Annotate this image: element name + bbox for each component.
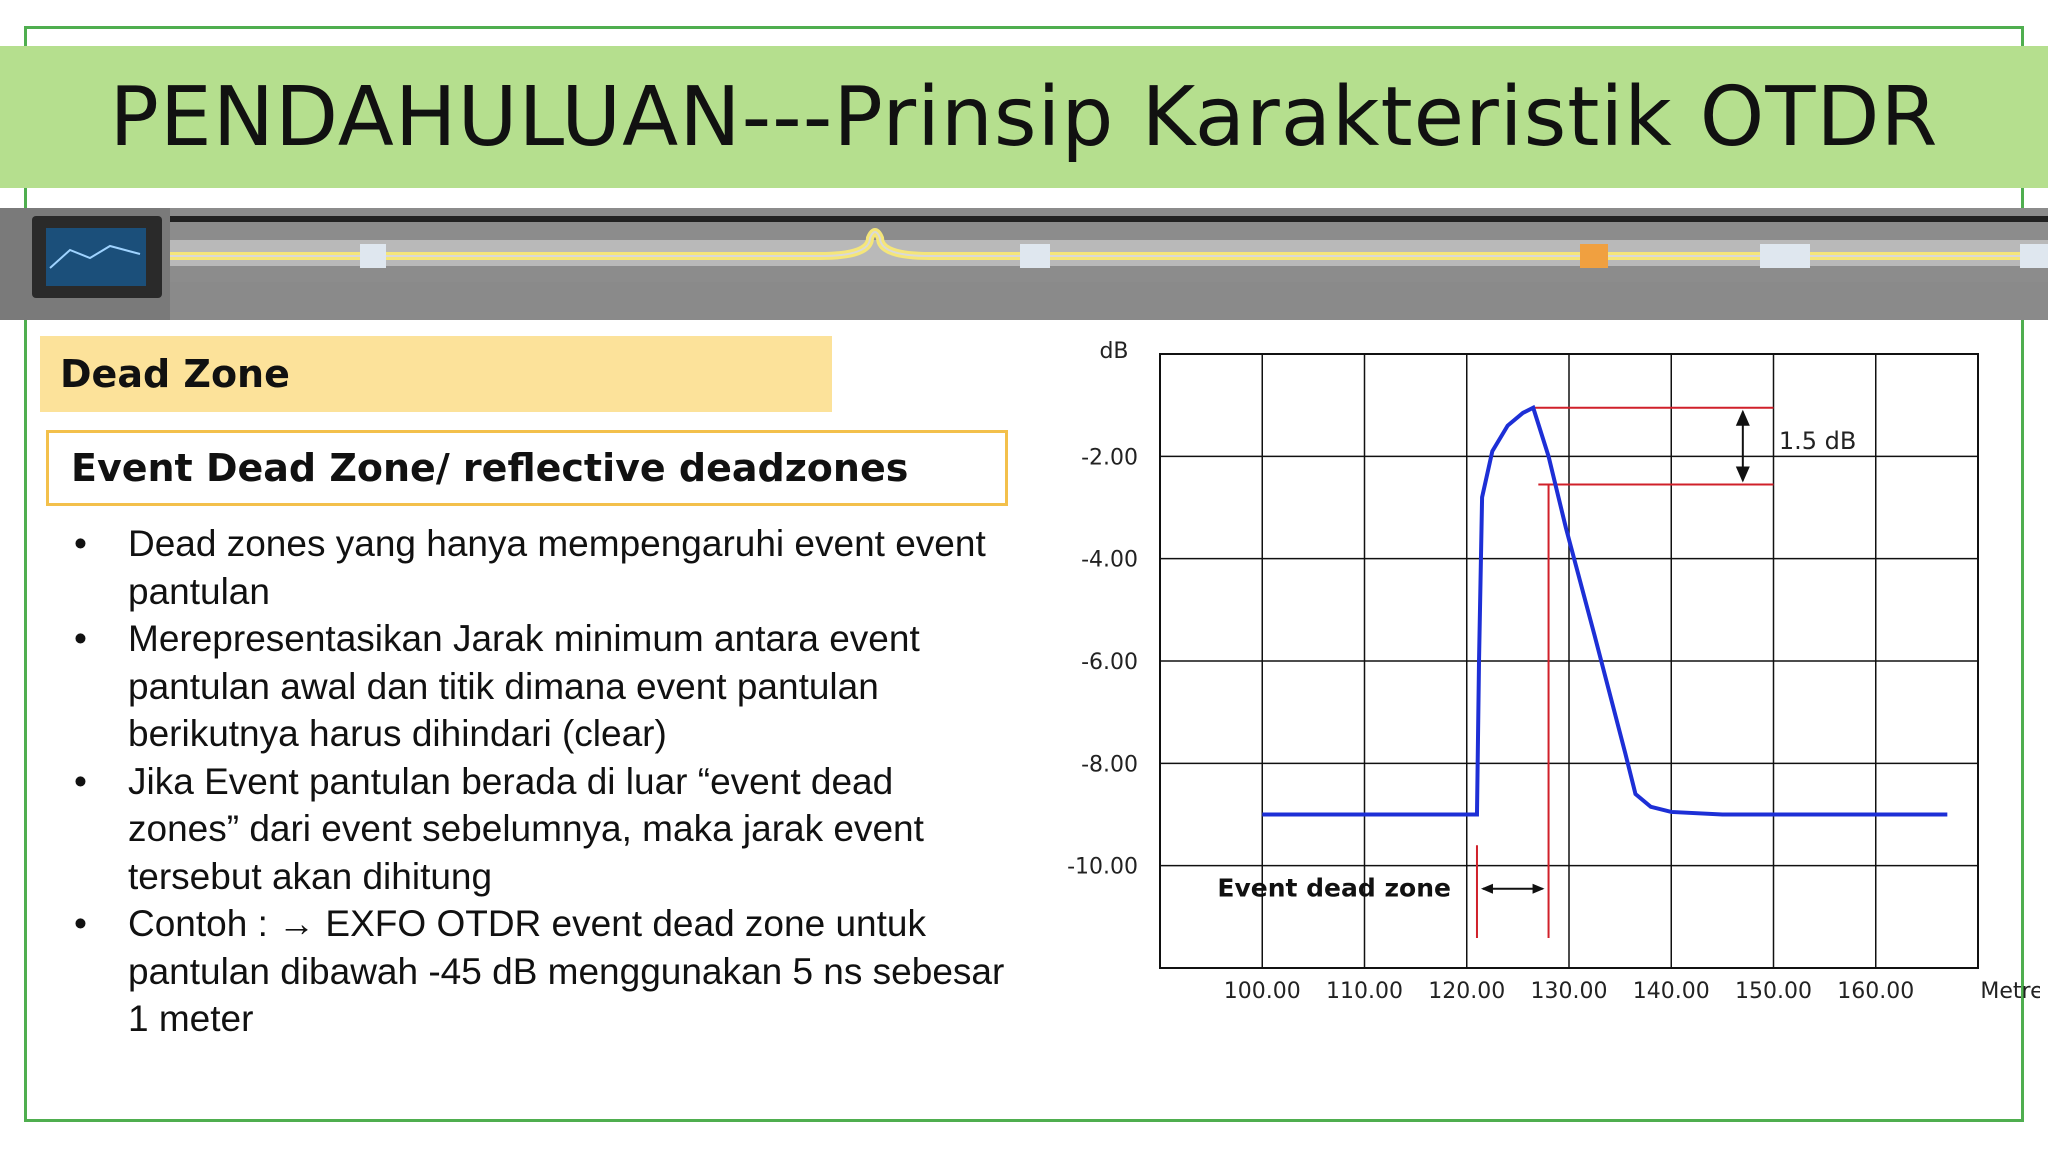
x-axis-label: Metre [1980, 979, 2040, 1004]
bullet-dot-icon: • [74, 903, 87, 944]
dead-zone-label: Event dead zone [1217, 873, 1451, 903]
otdr-trace-banner [0, 208, 2048, 320]
x-tick-label: 150.00 [1735, 979, 1812, 1004]
chart-svg [1040, 328, 2040, 1028]
connector-icon [360, 244, 386, 268]
x-tick-label: 100.00 [1223, 979, 1301, 1004]
slide-title: PENDAHULUAN---Prinsip Karakteristik OTDR [109, 69, 1939, 165]
y-tick-label: -2.00 [1081, 445, 1138, 471]
y-tick-label: -6.00 [1081, 650, 1138, 675]
x-tick-label: 160.00 [1837, 979, 1915, 1004]
connector-icon [1020, 244, 1050, 268]
x-tick-label: 130.00 [1530, 979, 1608, 1004]
otdr-trace-illustration [0, 208, 2048, 320]
bullet-dot-icon: • [74, 760, 87, 802]
bullet-dot-icon: • [74, 618, 87, 659]
x-tick-label: 110.00 [1326, 979, 1403, 1004]
y-axis-label: dB [1099, 339, 1129, 364]
bullet-item [72, 758, 1012, 901]
y-tick-label: -10.00 [1067, 854, 1138, 880]
x-tick-label: 120.00 [1428, 979, 1506, 1004]
section-title: Dead Zone [60, 352, 290, 396]
x-tick-label: 140.00 [1632, 979, 1710, 1004]
dead-zone-chart [1040, 328, 2040, 1028]
bullet-text: Merepresentasikan Jarak minimum antara event pantulan awal dan titik dimana event pantulan berikutnya harus dihindari (clear) [128, 618, 920, 754]
y-tick-label: -4.00 [1081, 547, 1138, 573]
bullet-text: Jika Event pantulan berada di luar “event dead zones” dari event sebelumnya, maka jarak event tersebut akan dihitung [128, 760, 924, 897]
bullet-dot-icon: • [74, 523, 87, 564]
subsection-title: Event Dead Zone/ reflective deadzones [46, 430, 1008, 506]
bullet-text: Dead zones yang hanya mempengaruhi event event pantulan [128, 523, 986, 612]
bullet-item [72, 900, 1012, 1043]
connector-icon [2020, 244, 2048, 268]
bullet-item [72, 615, 1012, 758]
bullet-list [72, 520, 1012, 1043]
connector-icon [1760, 244, 1810, 268]
delta-label: 1.5 dB [1778, 426, 1857, 455]
y-tick-label: -8.00 [1081, 752, 1138, 778]
bullet-text: Contoh : → EXFO OTDR event dead zone untuk pantulan dibawah -45 dB menggunakan 5 ns sebesar 1 meter [128, 903, 1005, 1039]
splice-icon [1580, 244, 1608, 268]
bullet-item [72, 520, 1012, 615]
